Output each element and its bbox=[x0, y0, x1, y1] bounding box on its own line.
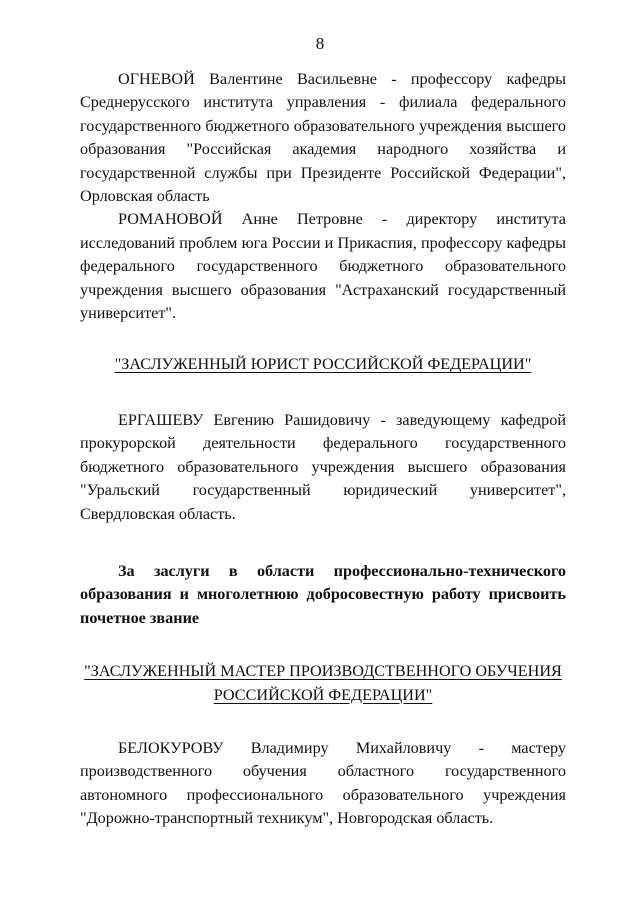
recipient-surname: ЕРГАШЕВУ bbox=[118, 410, 204, 429]
recipient-surname: РОМАНОВОЙ bbox=[118, 210, 223, 229]
recipient-details: Анне Петровне - директору института исследований проблем юга России и Прикаспия, профессору кафедры федерального государственного бюджетного образовательного учреждения высшего образования "Астраханский государственный университет". bbox=[80, 210, 566, 323]
award-title-lawyer: "ЗАСЛУЖЕННЫЙ ЮРИСТ РОССИЙСКОЙ ФЕДЕРАЦИИ" bbox=[114, 355, 532, 374]
recipient-surname: БЕЛОКУРОВУ bbox=[118, 738, 224, 757]
recipient-details: Валентине Васильевне - профессору кафедры Среднерусского института управления - филиала федерального государственного бюджетного образовательного учреждения высшего образования "Российская академия народного хозяйства и государственной службы при Президенте Российской Федерации", Орловская область bbox=[80, 70, 567, 206]
recipient-paragraph-ergashev bbox=[80, 409, 566, 526]
recipient-paragraph-ogneva bbox=[80, 68, 566, 208]
recipient-details: Евгению Рашидовичу - заведующему кафедрой прокурорской деятельности федерального государственного бюджетного образовательного учреждения высшего образования "Уральский государственный юридический университет", Свердловская область. bbox=[80, 410, 567, 523]
document-body bbox=[80, 68, 566, 831]
recipient-paragraph-belokurov bbox=[80, 737, 566, 831]
award-title-master-line1: "ЗАСЛУЖЕННЫЙ МАСТЕР ПРОИЗВОДСТВЕННОГО ОБУЧЕНИЯ bbox=[84, 662, 562, 681]
recipient-paragraph-romanova bbox=[80, 208, 566, 325]
award-title-master-line2: РОССИЙСКОЙ ФЕДЕРАЦИИ" bbox=[213, 685, 433, 704]
section-intro: За заслуги в области профессионально-технического образования и многолетнюю добросовестную работу присвоить почетное звание bbox=[80, 561, 566, 627]
recipient-details: Владимиру Михайловичу - мастеру производственного обучения областного государственного автономного профессионального образовательного учреждения "Дорожно-транспортный техникум", Новгородская область. bbox=[80, 738, 566, 828]
recipient-surname: ОГНЕВОЙ bbox=[118, 70, 195, 88]
page-number: 8 bbox=[315, 34, 325, 53]
